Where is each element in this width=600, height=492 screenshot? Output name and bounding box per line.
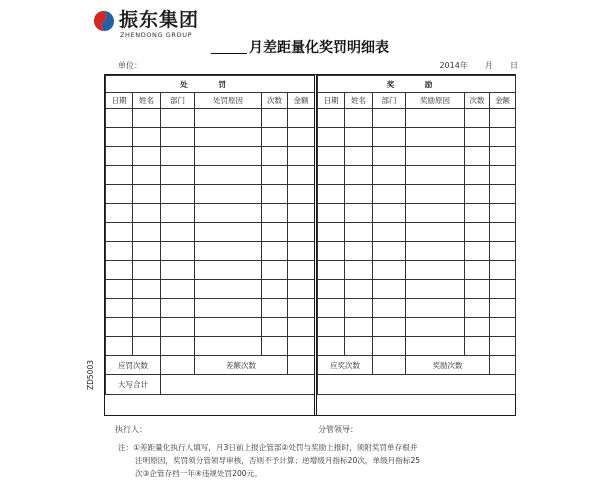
- table-cell[interactable]: [406, 261, 465, 280]
- table-cell[interactable]: [373, 242, 406, 261]
- table-cell[interactable]: [318, 109, 345, 128]
- table-cell[interactable]: [465, 166, 490, 185]
- reward-section: [317, 75, 515, 415]
- table-row: [106, 185, 315, 204]
- table-cell[interactable]: [318, 261, 345, 280]
- reward-table: [317, 75, 516, 395]
- table-cell[interactable]: [262, 242, 288, 261]
- table-cell[interactable]: [318, 280, 345, 299]
- note-line: 注：①差距量化执行人填写，月3日前上报企管部②处罚与奖励上报时，须附奖罚单存根并: [118, 443, 418, 452]
- table-cell[interactable]: [161, 128, 195, 147]
- table-cell[interactable]: [373, 204, 406, 223]
- table-cell[interactable]: [318, 185, 345, 204]
- table-cell[interactable]: [318, 242, 345, 261]
- table-cell[interactable]: [318, 318, 345, 337]
- table-cell[interactable]: [318, 299, 345, 318]
- table-cell[interactable]: [318, 166, 345, 185]
- table-cell[interactable]: [318, 204, 345, 223]
- title-text: 月差距量化奖罚明细表: [249, 40, 389, 56]
- table-cell[interactable]: [345, 337, 373, 356]
- col-name: 姓名: [345, 93, 373, 109]
- table-cell[interactable]: [345, 242, 373, 261]
- table-cell[interactable]: [465, 128, 490, 147]
- table-cell[interactable]: [345, 128, 373, 147]
- punish-summary-row: [106, 356, 315, 375]
- reward-capital-row: [318, 375, 516, 395]
- table-cell[interactable]: [288, 337, 315, 356]
- table-cell[interactable]: [490, 166, 516, 185]
- table-cell[interactable]: [288, 109, 315, 128]
- table-cell[interactable]: [406, 280, 465, 299]
- table-cell[interactable]: [465, 299, 490, 318]
- table-cell[interactable]: [262, 261, 288, 280]
- table-cell[interactable]: [262, 337, 288, 356]
- table-cell[interactable]: [262, 318, 288, 337]
- table-cell[interactable]: [490, 147, 516, 166]
- table-cell[interactable]: [288, 166, 315, 185]
- table-cell[interactable]: [465, 147, 490, 166]
- table-row: [318, 242, 516, 261]
- table-cell[interactable]: [161, 109, 195, 128]
- table-cell[interactable]: [406, 204, 465, 223]
- table-cell[interactable]: [373, 166, 406, 185]
- reward-summary-row: [318, 356, 516, 375]
- document-title: [0, 37, 600, 57]
- col-amount: 金额: [288, 93, 315, 109]
- table-cell[interactable]: [195, 147, 262, 166]
- punish-header-row: [106, 93, 315, 109]
- date-month: 月: [484, 61, 493, 70]
- table-cell[interactable]: [161, 261, 195, 280]
- table-row: [106, 166, 315, 185]
- table-cell[interactable]: [465, 337, 490, 356]
- table-cell[interactable]: [373, 128, 406, 147]
- table-cell[interactable]: [345, 223, 373, 242]
- table-cell[interactable]: [106, 147, 133, 166]
- table-cell[interactable]: [465, 242, 490, 261]
- table-cell[interactable]: [345, 147, 373, 166]
- table-cell[interactable]: [133, 166, 161, 185]
- table-cell[interactable]: [133, 128, 161, 147]
- table-row: [106, 128, 315, 147]
- title-blank: [211, 39, 247, 54]
- table-cell[interactable]: [161, 185, 195, 204]
- table-cell[interactable]: [262, 223, 288, 242]
- table-cell[interactable]: [345, 261, 373, 280]
- reward-header-row: [318, 93, 516, 109]
- table-cell[interactable]: [318, 337, 345, 356]
- table-cell[interactable]: [106, 261, 133, 280]
- table-cell[interactable]: [106, 204, 133, 223]
- table-row: [318, 261, 516, 280]
- table-cell[interactable]: [161, 280, 195, 299]
- col-count: 次数: [262, 93, 288, 109]
- table-cell[interactable]: [406, 147, 465, 166]
- table-cell[interactable]: [345, 166, 373, 185]
- reward-count-value[interactable]: [373, 356, 406, 375]
- table-cell[interactable]: [288, 261, 315, 280]
- notes: [118, 441, 518, 480]
- table-row: [106, 280, 315, 299]
- table-cell[interactable]: [490, 223, 516, 242]
- table-cell[interactable]: [373, 109, 406, 128]
- table-cell[interactable]: [345, 204, 373, 223]
- table-cell[interactable]: [133, 280, 161, 299]
- punish-title-row: [106, 76, 315, 93]
- col-dept: 部门: [373, 93, 406, 109]
- table-cell[interactable]: [161, 318, 195, 337]
- logo-subtitle: ZHENDONG GROUP: [120, 31, 193, 39]
- unit-label: 单位：: [118, 61, 142, 70]
- capital-total-label: 大写合计: [106, 375, 161, 395]
- table-row: [106, 337, 315, 356]
- capital-total-value[interactable]: [161, 375, 315, 395]
- table-cell[interactable]: [195, 109, 262, 128]
- table-cell[interactable]: [465, 109, 490, 128]
- capital-total-row: [106, 375, 315, 395]
- table-cell[interactable]: [195, 204, 262, 223]
- table-cell[interactable]: [262, 166, 288, 185]
- table-cell[interactable]: [133, 204, 161, 223]
- table-cell[interactable]: [465, 280, 490, 299]
- table-cell[interactable]: [262, 147, 288, 166]
- table-cell[interactable]: [490, 261, 516, 280]
- table-cell[interactable]: [133, 299, 161, 318]
- table-cell[interactable]: [262, 128, 288, 147]
- table-cell[interactable]: [106, 128, 133, 147]
- table-row: [106, 261, 315, 280]
- table-cell[interactable]: [195, 223, 262, 242]
- table-cell[interactable]: [465, 318, 490, 337]
- table-cell[interactable]: [373, 223, 406, 242]
- col-date: 日期: [106, 93, 133, 109]
- table-cell[interactable]: [406, 166, 465, 185]
- table-cell[interactable]: [161, 147, 195, 166]
- table-cell[interactable]: [133, 318, 161, 337]
- reward-title: 奖 励: [318, 76, 516, 93]
- table-cell[interactable]: [288, 299, 315, 318]
- leader-label: 分管领导：: [318, 425, 358, 434]
- table-cell[interactable]: [133, 242, 161, 261]
- table-cell[interactable]: [161, 204, 195, 223]
- table-cell[interactable]: [195, 128, 262, 147]
- table-cell[interactable]: [318, 223, 345, 242]
- table-cell[interactable]: [106, 299, 133, 318]
- reward-times-label: 奖励次数: [406, 356, 490, 375]
- table-cell[interactable]: [490, 128, 516, 147]
- table-cell[interactable]: [465, 185, 490, 204]
- table-cell[interactable]: [195, 280, 262, 299]
- table-cell[interactable]: [106, 185, 133, 204]
- table-cell[interactable]: [345, 185, 373, 204]
- punish-section: [105, 75, 314, 415]
- table-cell[interactable]: [133, 185, 161, 204]
- table-cell[interactable]: [288, 223, 315, 242]
- table-cell[interactable]: [161, 242, 195, 261]
- table-cell[interactable]: [288, 128, 315, 147]
- table-cell[interactable]: [133, 337, 161, 356]
- reward-title-row: [318, 76, 516, 93]
- table-cell[interactable]: [373, 280, 406, 299]
- table-cell[interactable]: [490, 185, 516, 204]
- table-row: [318, 147, 516, 166]
- table-cell[interactable]: [406, 242, 465, 261]
- table-cell[interactable]: [195, 242, 262, 261]
- table-cell[interactable]: [373, 337, 406, 356]
- table-cell[interactable]: [106, 223, 133, 242]
- reward-capital-value[interactable]: [318, 375, 516, 395]
- col-amount: 金额: [490, 93, 516, 109]
- form-table: [104, 74, 516, 416]
- table-cell[interactable]: [490, 242, 516, 261]
- note-line: 次③企管存档一年④违规处罚200元。: [135, 469, 262, 478]
- punish-title: 处 罚: [106, 76, 315, 93]
- table-cell[interactable]: [288, 185, 315, 204]
- table-cell[interactable]: [406, 128, 465, 147]
- table-cell[interactable]: [490, 299, 516, 318]
- table-cell[interactable]: [373, 299, 406, 318]
- table-row: [318, 223, 516, 242]
- table-row: [318, 204, 516, 223]
- note-line: 注明原因，奖罚须分管领导审核，否则不予计算；逆增级月指标20次，单级月指标25: [135, 456, 421, 465]
- logo-mark-icon: [92, 9, 116, 33]
- table-cell[interactable]: [373, 185, 406, 204]
- table-row: [318, 318, 516, 337]
- table-cell[interactable]: [133, 109, 161, 128]
- col-dept: 部门: [161, 93, 195, 109]
- table-cell[interactable]: [490, 280, 516, 299]
- col-reason: 处罚原因: [195, 93, 262, 109]
- table-cell[interactable]: [133, 223, 161, 242]
- table-row: [106, 299, 315, 318]
- table-cell[interactable]: [373, 318, 406, 337]
- table-row: [106, 318, 315, 337]
- table-cell[interactable]: [465, 223, 490, 242]
- table-cell[interactable]: [406, 318, 465, 337]
- table-row: [106, 109, 315, 128]
- table-cell[interactable]: [318, 128, 345, 147]
- table-cell[interactable]: [345, 109, 373, 128]
- table-cell[interactable]: [133, 261, 161, 280]
- date-line: [439, 60, 518, 71]
- table-row: [318, 109, 516, 128]
- table-cell[interactable]: [106, 337, 133, 356]
- table-row: [318, 299, 516, 318]
- punish-table: [105, 75, 315, 395]
- table-row: [106, 223, 315, 242]
- table-cell[interactable]: [490, 337, 516, 356]
- table-cell[interactable]: [195, 337, 262, 356]
- table-cell[interactable]: [195, 318, 262, 337]
- table-cell[interactable]: [262, 299, 288, 318]
- date-year: 2014年: [439, 61, 468, 70]
- table-cell[interactable]: [195, 166, 262, 185]
- table-row: [106, 147, 315, 166]
- table-cell[interactable]: [262, 109, 288, 128]
- table-cell[interactable]: [262, 280, 288, 299]
- table-cell[interactable]: [288, 204, 315, 223]
- table-cell[interactable]: [195, 185, 262, 204]
- side-code: ZD5003: [86, 360, 95, 390]
- table-cell[interactable]: [406, 185, 465, 204]
- date-day: 日: [510, 61, 518, 70]
- table-row: [106, 204, 315, 223]
- table-cell[interactable]: [106, 318, 133, 337]
- amount-count-label: 差额次数: [195, 356, 288, 375]
- table-cell[interactable]: [106, 280, 133, 299]
- table-cell[interactable]: [345, 280, 373, 299]
- table-cell[interactable]: [133, 147, 161, 166]
- punish-count-label: 应罚次数: [106, 356, 161, 375]
- table-row: [318, 128, 516, 147]
- table-cell[interactable]: [288, 280, 315, 299]
- table-cell[interactable]: [465, 204, 490, 223]
- table-row: [318, 337, 516, 356]
- table-cell[interactable]: [262, 204, 288, 223]
- table-cell[interactable]: [106, 242, 133, 261]
- table-cell[interactable]: [288, 242, 315, 261]
- table-cell[interactable]: [288, 318, 315, 337]
- table-row: [318, 185, 516, 204]
- table-cell[interactable]: [406, 337, 465, 356]
- table-cell[interactable]: [490, 318, 516, 337]
- table-cell[interactable]: [406, 299, 465, 318]
- executor-label: 执行人：: [115, 425, 147, 434]
- col-name: 姓名: [133, 93, 161, 109]
- punish-count-value[interactable]: [161, 356, 195, 375]
- amount-count-value[interactable]: [288, 356, 315, 375]
- table-cell[interactable]: [318, 147, 345, 166]
- table-cell[interactable]: [406, 109, 465, 128]
- table-cell[interactable]: [345, 299, 373, 318]
- table-cell[interactable]: [373, 147, 406, 166]
- col-count: 次数: [465, 93, 490, 109]
- table-row: [318, 280, 516, 299]
- table-row: [318, 166, 516, 185]
- table-cell[interactable]: [406, 223, 465, 242]
- table-row: [106, 242, 315, 261]
- table-cell[interactable]: [490, 204, 516, 223]
- table-cell[interactable]: [161, 299, 195, 318]
- table-cell[interactable]: [161, 337, 195, 356]
- reward-times-value[interactable]: [490, 356, 516, 375]
- table-cell[interactable]: [106, 166, 133, 185]
- table-cell[interactable]: [195, 299, 262, 318]
- col-date: 日期: [318, 93, 345, 109]
- table-cell[interactable]: [345, 318, 373, 337]
- table-cell[interactable]: [161, 223, 195, 242]
- table-cell[interactable]: [195, 261, 262, 280]
- table-cell[interactable]: [373, 261, 406, 280]
- table-cell[interactable]: [288, 147, 315, 166]
- table-cell[interactable]: [106, 109, 133, 128]
- table-cell[interactable]: [465, 261, 490, 280]
- table-cell[interactable]: [262, 185, 288, 204]
- table-cell[interactable]: [161, 166, 195, 185]
- table-cell[interactable]: [490, 109, 516, 128]
- logo-name: 振东集团: [119, 9, 200, 31]
- reward-count-label: 应奖次数: [318, 356, 373, 375]
- col-reason: 奖励原因: [406, 93, 465, 109]
